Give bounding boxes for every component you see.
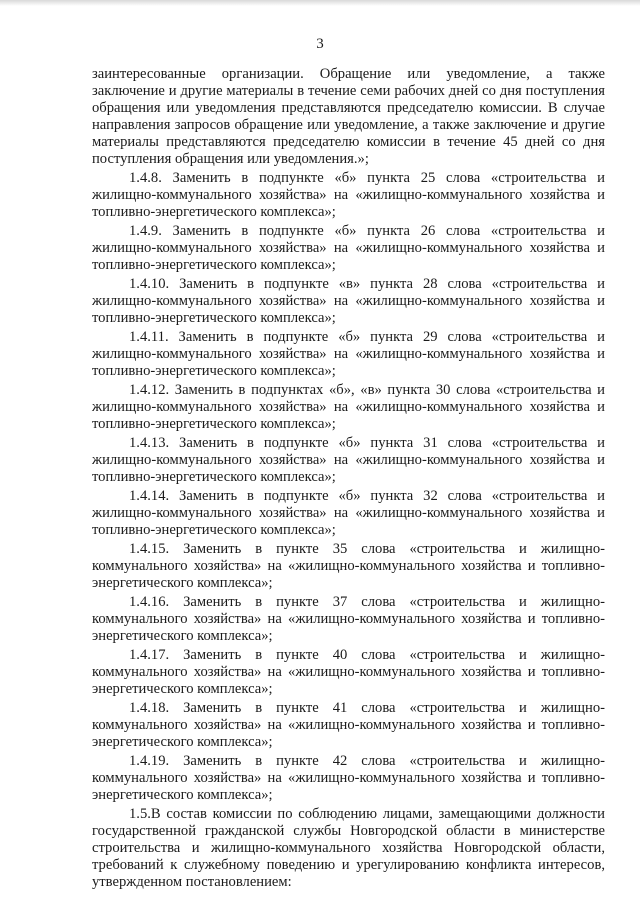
- page-number: 3: [316, 36, 324, 52]
- paragraph-1-4-13: 1.4.13. Заменить в подпункте «б» пункта 31 слова «строительства и жилищно-коммунального хозяйства» на «жилищно-коммунального хозяйства и топливно-энергетического комплекса»;: [92, 435, 605, 485]
- paragraph-1-4-16: 1.4.16. Заменить в пункте 37 слова «строительства и жилищно-коммунального хозяйства» на «жилищно-коммунального хозяйства и топливно-энергетического комплекса»;: [92, 594, 605, 644]
- scan-edge: [0, 0, 640, 6]
- paragraph-continuation: заинтересованные организации. Обращение или уведомление, а также заключение и другие материалы в течение семи рабочих дней со дня поступления обращения или уведомления представляются председателю комиссии. В случае направления запросов обращение или уведомление, а также заключение и другие материалы представляются председателю комиссии в течение 45 дней со дня поступления обращения или уведомления.»;: [92, 66, 605, 167]
- paragraph-1-4-14: 1.4.14. Заменить в подпункте «б» пункта 32 слова «строительства и жилищно-коммунального хозяйства» на «жилищно-коммунального хозяйства и топливно-энергетического комплекса»;: [92, 488, 605, 538]
- paragraph-1-4-19: 1.4.19. Заменить в пункте 42 слова «строительства и жилищно-коммунального хозяйства» на «жилищно-коммунального хозяйства и топливно-энергетического комплекса»;: [92, 753, 605, 803]
- document-body: [92, 66, 605, 891]
- paragraph-1-4-12: 1.4.12. Заменить в подпунктах «б», «в» пункта 30 слова «строительства и жилищно-коммунального хозяйства» на «жилищно-коммунального хозяйства и топливно-энергетического комплекса»;: [92, 382, 605, 432]
- paragraph-1-4-18: 1.4.18. Заменить в пункте 41 слова «строительства и жилищно-коммунального хозяйства» на «жилищно-коммунального хозяйства и топливно-энергетического комплекса»;: [92, 700, 605, 750]
- paragraph-1-4-15: 1.4.15. Заменить в пункте 35 слова «строительства и жилищно-коммунального хозяйства» на «жилищно-коммунального хозяйства и топливно-энергетического комплекса»;: [92, 541, 605, 591]
- paragraph-1-4-17: 1.4.17. Заменить в пункте 40 слова «строительства и жилищно-коммунального хозяйства» на «жилищно-коммунального хозяйства и топливно-энергетического комплекса»;: [92, 647, 605, 697]
- paragraph-1-4-10: 1.4.10. Заменить в подпункте «в» пункта 28 слова «строительства и жилищно-коммунального хозяйства» на «жилищно-коммунального хозяйства и топливно-энергетического комплекса»;: [92, 276, 605, 326]
- paragraph-1-4-8: 1.4.8. Заменить в подпункте «б» пункта 25 слова «строительства и жилищно-коммунального хозяйства» на «жилищно-коммунального хозяйства и топливно-энергетического комплекса»;: [92, 170, 605, 220]
- paragraph-1-4-11: 1.4.11. Заменить в подпункте «б» пункта 29 слова «строительства и жилищно-коммунального хозяйства» на «жилищно-коммунального хозяйства и топливно-энергетического комплекса»;: [92, 329, 605, 379]
- paragraph-1-5: 1.5.В состав комиссии по соблюдению лицами, замещающими должности государственной гражданской службы Новгородской области в министерстве строительства и жилищно-коммунального хозяйства Новгородской области, требований к служебному поведению и урегулированию конфликта интересов, утвержденном постановлением:: [92, 806, 605, 890]
- paragraph-1-4-9: 1.4.9. Заменить в подпункте «б» пункта 26 слова «строительства и жилищно-коммунального хозяйства» на «жилищно-коммунального хозяйства и топливно-энергетического комплекса»;: [92, 223, 605, 273]
